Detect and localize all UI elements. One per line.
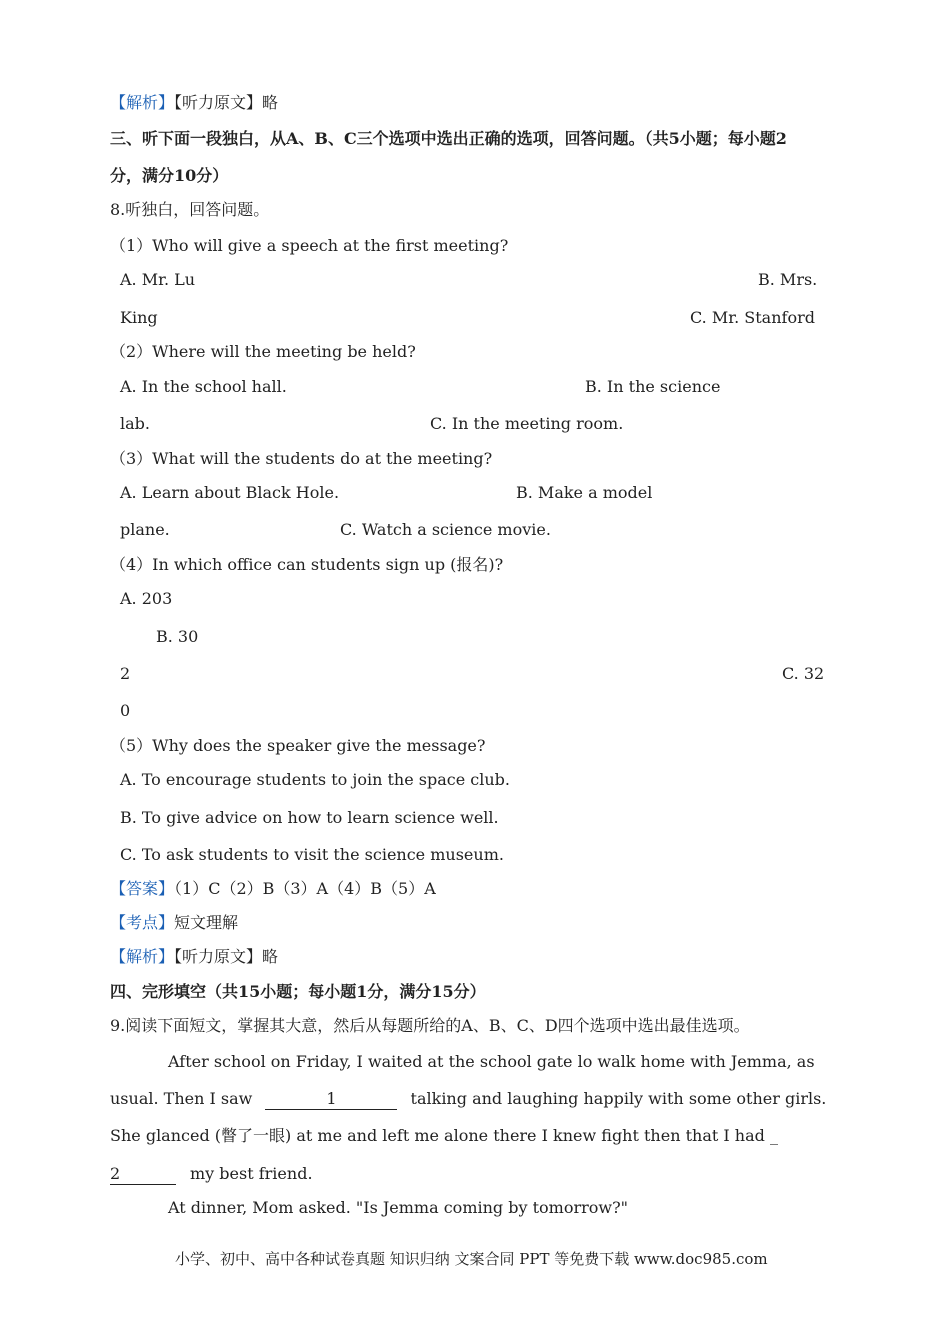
passage-line-2-end: talking and laughing happily with some other girls. — [410, 1089, 827, 1108]
section4-heading: 四、完形填空（共15小题；每小题1分，满分15分） — [110, 982, 486, 1001]
q8-4: （4）In which office can students sign up (报名)? — [110, 555, 504, 574]
passage-line-1: After school on Friday, I waited at the school gate lo walk home with Jemma, as — [168, 1052, 815, 1071]
analysis-tag-2: 【解析】 — [110, 947, 175, 966]
analysis-text-2: 【听力原文】略 — [174, 947, 279, 966]
q8-2: （2）Where will the meeting be held? — [110, 342, 416, 361]
page-footer: 小学、初中、高中各种试卷真题 知识归纳 文案合同 PPT 等免费下载 www.doc985.com — [175, 1250, 768, 1268]
answer-tag: 【答案】 — [110, 879, 175, 898]
q8-4-option-b: B. 30 — [156, 627, 199, 646]
passage-line-4 — [110, 1164, 313, 1185]
answer-line — [110, 879, 436, 899]
q8-1-option-b: B. Mrs. — [758, 270, 818, 289]
passage-line-2 — [110, 1089, 826, 1110]
passage-line-5: At dinner, Mom asked. "Is Jemma coming by tomorrow?" — [168, 1198, 629, 1217]
q8-2-option-c: C. In the meeting room. — [430, 414, 624, 433]
passage-line-2-start: usual. Then I saw — [110, 1089, 253, 1108]
blank-1: 1 — [265, 1089, 397, 1110]
analysis-line — [110, 93, 278, 113]
q8-3: （3）What will the students do at the meeting? — [110, 449, 493, 468]
knowledge-point-text: 短文理解 — [174, 913, 239, 932]
blank-2: 2 — [110, 1164, 176, 1185]
analysis-tag: 【解析】 — [110, 93, 175, 112]
q8-1-option-a: A. Mr. Lu — [120, 270, 196, 289]
q8-4-option-a: A. 203 — [120, 589, 173, 608]
analysis-line-2 — [110, 947, 278, 967]
q8-1-option-c: C. Mr. Stanford — [690, 308, 815, 327]
q8-3-option-b: B. Make a model — [516, 483, 653, 502]
passage-line-4-end: my best friend. — [190, 1164, 313, 1183]
question-9: 9.阅读下面短文，掌握其大意，然后从每题所给的A、B、C、D四个选项中选出最佳选项。 — [110, 1016, 750, 1035]
section3-heading: 三、听下面一段独白，从A、B、C三个选项中选出正确的选项，回答问题。（共5小题；每小题2 — [110, 129, 787, 148]
q8-4-option-b-cont: 2 — [120, 664, 131, 683]
analysis-text: 【听力原文】略 — [174, 93, 279, 112]
knowledge-point-line — [110, 913, 238, 933]
q8-2-option-b-cont: lab. — [120, 414, 150, 433]
passage-line-3: She glanced (瞥了一眼) at me and left me alone there I knew fight then that I had _ — [110, 1126, 778, 1145]
q8-3-option-a: A. Learn about Black Hole. — [120, 483, 340, 502]
q8-2-option-b: B. In the science — [585, 377, 721, 396]
q8-1-option-b-cont: King — [120, 308, 158, 327]
q8-4-option-c-cont: 0 — [120, 701, 131, 720]
section3-heading-cont: 分，满分10分） — [110, 166, 229, 185]
q8-5-option-a: A. To encourage students to join the space club. — [120, 770, 510, 789]
q8-2-option-a: A. In the school hall. — [120, 377, 287, 396]
q8-5-option-b: B. To give advice on how to learn science well. — [120, 808, 499, 827]
q8-3-option-c: C. Watch a science movie. — [340, 520, 551, 539]
answer-text: （1）C（2）B（3）A（4）B（5）A — [174, 879, 436, 898]
question-8: 8.听独白，回答问题。 — [110, 200, 270, 219]
q8-1: （1）Who will give a speech at the first meeting? — [110, 236, 509, 255]
q8-4-option-c: C. 32 — [782, 664, 825, 683]
knowledge-point-tag: 【考点】 — [110, 913, 175, 932]
q8-3-option-b-cont: plane. — [120, 520, 170, 539]
q8-5: （5）Why does the speaker give the message? — [110, 736, 486, 755]
q8-5-option-c: C. To ask students to visit the science museum. — [120, 845, 504, 864]
